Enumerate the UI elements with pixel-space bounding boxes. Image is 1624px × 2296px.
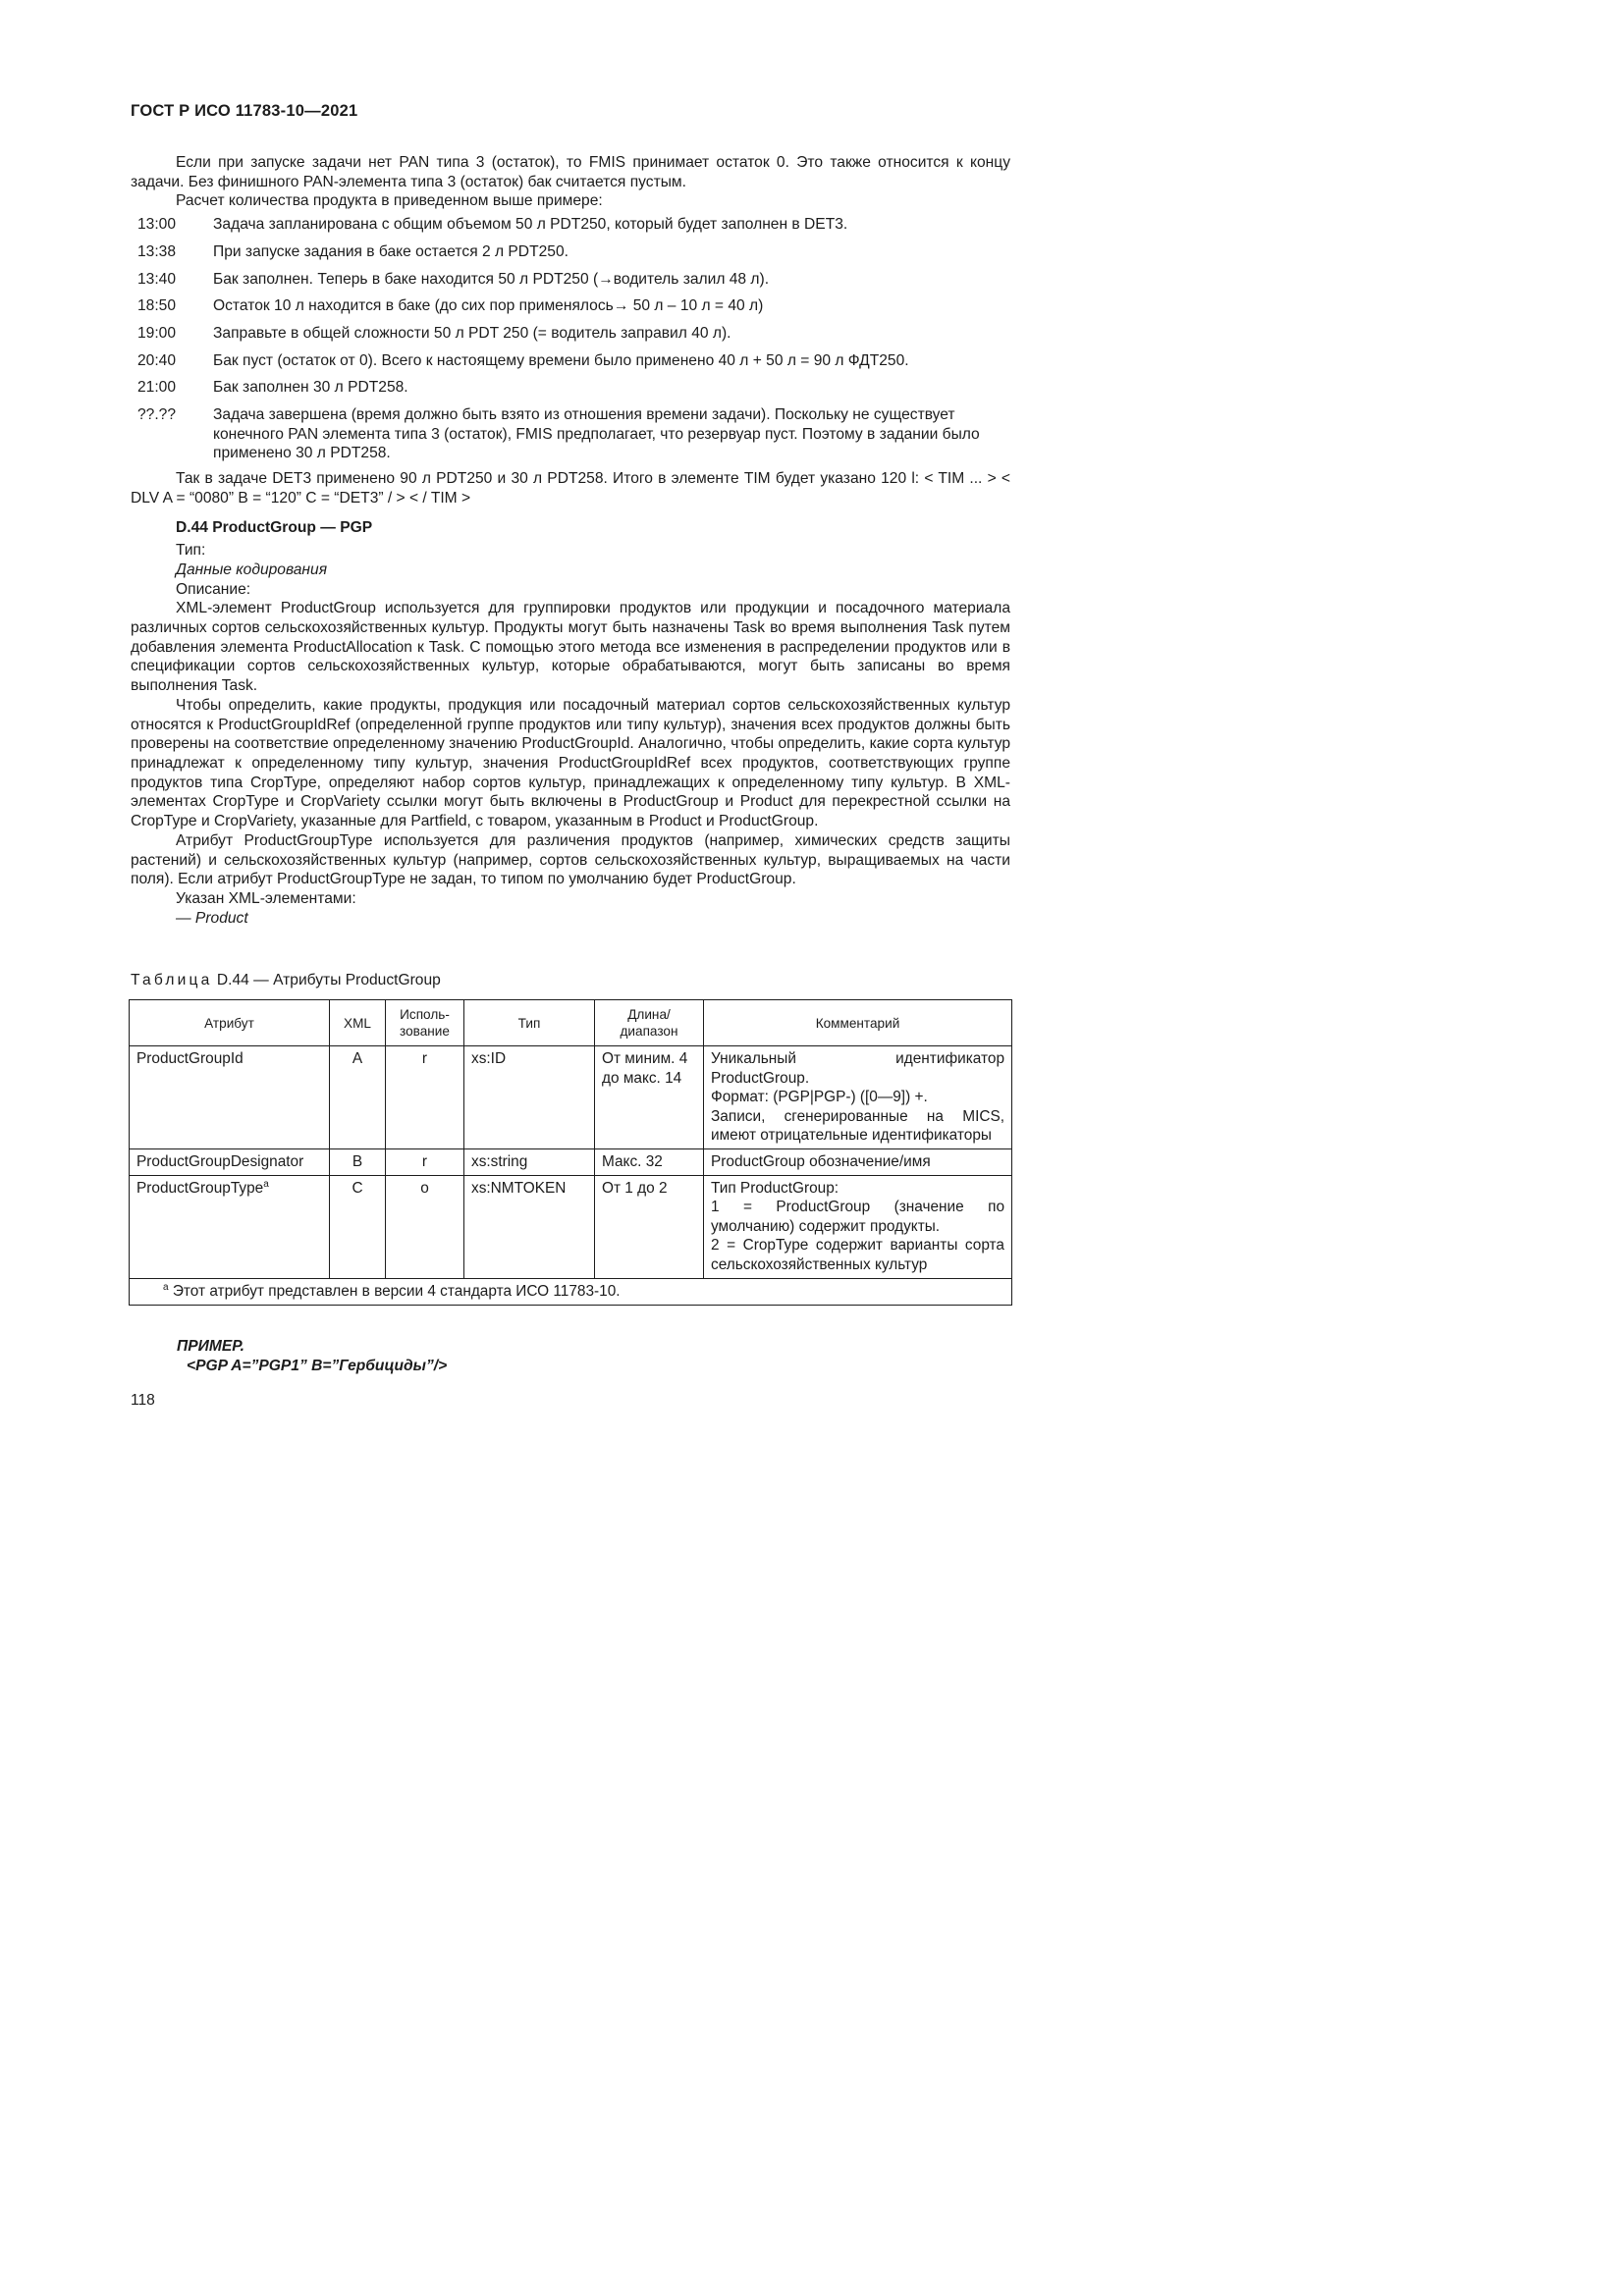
comment-line: Записи, сгенерированные на MICS, имеют отрицательные идентификаторы — [711, 1107, 1004, 1145]
footnote-marker: a — [263, 1178, 269, 1190]
cell-range: Макс. 32 — [595, 1148, 704, 1175]
cell-range: От 1 до 2 — [595, 1175, 704, 1278]
timeline-item — [131, 242, 1010, 262]
cell-attribute: ProductGroupId — [130, 1046, 330, 1149]
timeline-text: Бак заполнен. Теперь в баке находится 50 л PDT250 (→водитель залил 48 л). — [213, 270, 770, 288]
timeline-time: 21:00 — [137, 379, 177, 397]
timeline-item — [131, 296, 1010, 316]
description-paragraph-2: Чтобы определить, какие продукты, продукция или посадочный материал сортов сельскохозяйственных культур относятся к ProductGroupIdRef (определенной группе продуктов или типу культур), значения всех продуктов должны быть проверены на соответствие определенному значению ProductGroupId. Аналогично, чтобы определить, какие сорта культур принадлежат к определенному типу культур, значения ProductGroupIdRef всех продуктов, соответствующих группе продуктов типа CropType, определяют набор сортов культур, принадлежащих к определенному типу культур. В XML-элементах CropType и CropVariety ссылки могут быть включены в ProductGroup и Product для перекрестной ссылки на CropType и CropVariety, указанные для Partfield, с товаром, указанным в Product и ProductGroup. — [131, 696, 1010, 830]
description-paragraph-3: Атрибут ProductGroupType используется для различения продуктов (например, химических средств защиты растений) и сельскохозяйственных культур (например, сортов сельскохозяйственных культур, выращиваемых на части поля). Если атрибут ProductGroupType не задан, то типом по умолчанию будет ProductGroup. — [131, 831, 1010, 888]
timeline-text: Заправьте в общей сложности 50 л PDT 250 (= водитель заправил 40 л). — [213, 324, 731, 342]
cell-type: xs:NMTOKEN — [464, 1175, 595, 1278]
cell-comment — [704, 1148, 1012, 1175]
cell-comment — [704, 1046, 1012, 1149]
table-footnote — [130, 1278, 1012, 1306]
table-row — [130, 1148, 1012, 1175]
description-paragraph-1: XML-элемент ProductGroup используется для группировки продуктов или продукции и посадочного материала различных сортов сельскохозяйственных культур. Продукты могут быть назначены Task во время выполнения Task путем добавления элемента ProductAllocation к Task. С помощью этого метода все изменения в распределении продуктов или в спецификации сортов сельскохозяйственных культур, которые обрабатываются, могут быть записаны во время выполнения Task. — [131, 600, 1010, 695]
timeline-list — [131, 215, 1010, 463]
type-label: Тип: — [176, 542, 206, 560]
comment-line: Формат: (PGP|PGP-) ([0—9]) +. — [711, 1089, 928, 1106]
table-caption-word: Таблица — [131, 972, 213, 988]
timeline-item — [131, 324, 1010, 344]
comment-line: Тип ProductGroup: — [711, 1179, 839, 1197]
cell-comment — [704, 1175, 1012, 1278]
comment-line: 2 = CropType содержит варианты сорта сельскохозяйственных культур — [711, 1237, 1004, 1273]
table-caption — [131, 972, 441, 989]
references-item: — Product — [176, 909, 248, 927]
section-title: D.44 ProductGroup — PGP — [176, 518, 373, 536]
cell-xml: B — [330, 1148, 386, 1175]
document-page — [0, 0, 1084, 1532]
column-header: Длина/диапазон — [595, 1000, 704, 1046]
column-header: Комментарий — [704, 1000, 1012, 1046]
table-footnote-row — [130, 1278, 1012, 1306]
cell-attribute: ProductGroupDesignator — [130, 1148, 330, 1175]
example-block — [177, 1337, 447, 1376]
timeline-text: Бак заполнен 30 л PDT258. — [213, 379, 408, 397]
page-number: 118 — [131, 1392, 155, 1409]
cell-usage: r — [386, 1148, 464, 1175]
column-header: XML — [330, 1000, 386, 1046]
attribute-name: ProductGroupType — [136, 1179, 264, 1197]
footnote-marker: a — [163, 1281, 169, 1293]
cell-type: xs:string — [464, 1148, 595, 1175]
timeline-item — [131, 215, 1010, 235]
timeline-item — [131, 351, 1010, 371]
timeline-time: ??.?? — [137, 406, 177, 424]
body-text — [131, 153, 1010, 928]
comment-line: Уникальный идентификатор ProductGroup. — [711, 1050, 1004, 1087]
type-value: Данные кодирования — [176, 561, 328, 578]
cell-usage: r — [386, 1046, 464, 1149]
references-label: Указан XML-элементами: — [176, 889, 356, 907]
timeline-time: 20:40 — [137, 351, 177, 369]
timeline-time: 19:00 — [137, 324, 177, 342]
comment-line: 1 = ProductGroup (значение по умолчанию) содержит продукты. — [711, 1199, 1004, 1235]
timeline-text: Остаток 10 л находится в баке (до сих пор применялось→ 50 л – 10 л = 40 л) — [213, 297, 764, 315]
cell-xml: C — [330, 1175, 386, 1278]
timeline-text: Задача завершена (время должно быть взято из отношения времени задачи). Поскольку не существует конечного PAN элемента типа 3 (остаток), FMIS предполагает, что резервуар пуст. Поэтому в задании было применено 30 л PDT258. — [213, 406, 980, 462]
timeline-text: Задача запланирована с общим объемом 50 л PDT250, который будет заполнен в DET3. — [213, 216, 848, 234]
attributes-table — [129, 999, 1012, 1306]
timeline-item — [131, 270, 1010, 290]
table-row — [130, 1175, 1012, 1278]
footnote-text: Этот атрибут представлен в версии 4 стандарта ИСО 11783-10. — [168, 1282, 621, 1300]
timeline-time: 13:40 — [137, 270, 177, 288]
standard-header: ГОСТ Р ИСО 11783-10—2021 — [131, 102, 358, 120]
timeline-time: 18:50 — [137, 297, 177, 315]
timeline-time: 13:38 — [137, 242, 177, 260]
intro-paragraph-2: Расчет количества продукта в приведенном выше примере: — [176, 192, 603, 210]
timeline-time: 13:00 — [137, 216, 177, 234]
cell-xml: A — [330, 1046, 386, 1149]
cell-range: От миним. 4 до макс. 14 — [595, 1046, 704, 1149]
example-label: ПРИМЕР. — [177, 1338, 245, 1355]
timeline-item — [131, 378, 1010, 398]
table-header-row — [130, 1000, 1012, 1046]
summary-paragraph: Так в задаче DET3 применено 90 л PDT250 и 30 л PDT258. Итого в элементе TIM будет указано 120 l: < TIM ... > < DLV A = “0080” B = “120” C = “DET3” / > < / TIM > — [131, 470, 1010, 507]
cell-usage: o — [386, 1175, 464, 1278]
description-label: Описание: — [176, 580, 251, 598]
timeline-item — [131, 405, 1010, 463]
column-header: Исполь-зование — [386, 1000, 464, 1046]
cell-type: xs:ID — [464, 1046, 595, 1149]
table-caption-text: D.44 — Атрибуты ProductGroup — [212, 972, 441, 988]
timeline-text: Бак пуст (остаток от 0). Всего к настоящему времени было применено 40 л + 50 л = 90 л ФДТ250. — [213, 351, 909, 369]
intro-paragraph-1: Если при запуске задачи нет PAN типа 3 (остаток), то FMIS принимает остаток 0. Это также относится к концу задачи. Без финишного PAN-элемента типа 3 (остаток) бак считается пустым. — [131, 154, 1010, 190]
column-header: Тип — [464, 1000, 595, 1046]
cell-attribute — [130, 1175, 330, 1278]
timeline-text: При запуске задания в баке остается 2 л PDT250. — [213, 242, 568, 260]
table-row — [130, 1046, 1012, 1149]
column-header: Атрибут — [130, 1000, 330, 1046]
example-code: <PGP A=”PGP1” B=”Гербициды”/> — [187, 1358, 448, 1374]
comment-line: ProductGroup обозначение/имя — [711, 1152, 931, 1170]
